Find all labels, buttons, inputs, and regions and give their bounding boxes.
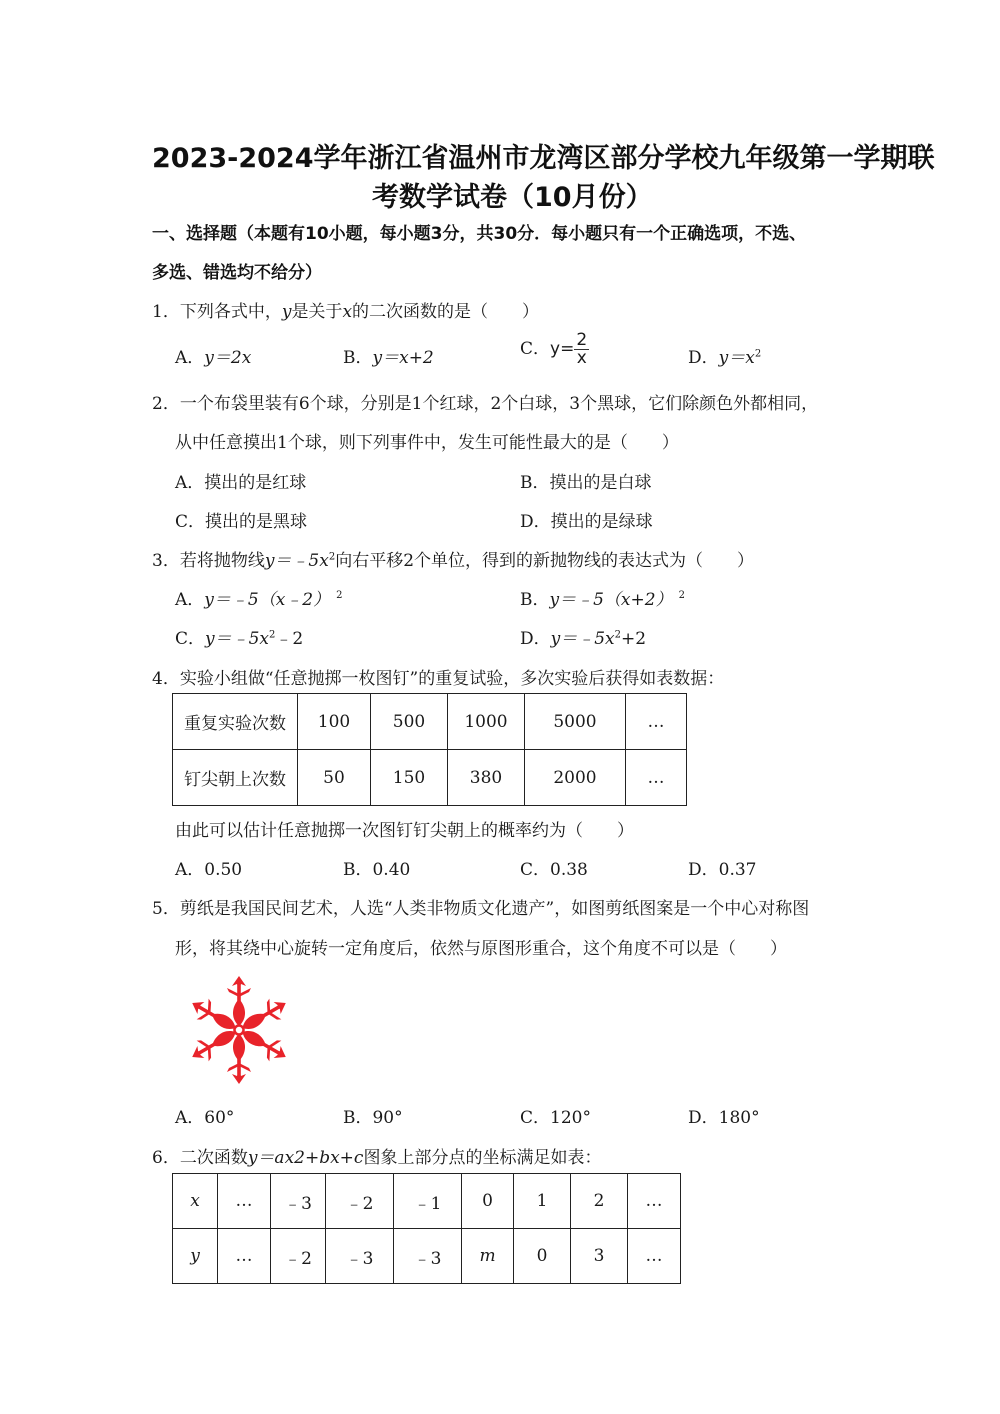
snowflake-tip — [232, 1072, 246, 1084]
table-cell: … — [626, 750, 687, 806]
table-cell: 1 — [514, 1174, 571, 1229]
question-2-stem-line1: 2．一个布袋里装有6个球，分别是1个红球，2个白球，3个黑球，它们除颜色外都相同， — [152, 394, 819, 414]
paper-cut-figure-group — [186, 976, 292, 1084]
q2-option-a[interactable]: A．摸出的是红球 — [175, 473, 307, 493]
q1-option-d[interactable]: D．$y=x^2$ — [688, 348, 762, 368]
fraction: $\frac{2}{x}$ — [576, 330, 588, 368]
table-cell: 2 — [571, 1174, 628, 1229]
q2-option-b[interactable]: B．摸出的是白球 — [520, 473, 652, 493]
q1-option-b[interactable]: B．y＝x+2 — [343, 348, 434, 368]
table-cell: 钉尖朝上次数 — [173, 750, 298, 806]
table-cell: 50 — [298, 750, 371, 806]
table-cell: 3 — [571, 1229, 628, 1284]
snowflake-tip — [272, 1045, 289, 1063]
table-cell: 1000 — [448, 694, 525, 750]
table-cell: 500 — [371, 694, 448, 750]
q5-option-c[interactable]: C．120° — [520, 1108, 591, 1128]
table-cell: ﹣3 — [326, 1229, 394, 1284]
snowflake-tip — [272, 997, 289, 1015]
table-cell: 重复实验次数 — [173, 694, 298, 750]
q1-option-c[interactable]: C．y= $\frac{2}{x}$ — [520, 330, 588, 368]
table-cell: 2000 — [525, 750, 626, 806]
table-cell: ﹣1 — [394, 1174, 462, 1229]
question-5-stem-line1: 5．剪纸是我国民间艺术，人选“人类非物质文化遗产”，如图剪纸图案是一个中心对称图 — [152, 899, 810, 919]
snowflake-arm — [227, 976, 251, 1026]
q5-option-b[interactable]: B．90° — [343, 1108, 403, 1128]
q6-data-table — [172, 1173, 681, 1284]
question-5-stem-line2: 形，将其绕中心旋转一定角度后，依然与原图形重合，这个角度不可以是（ ） — [175, 939, 787, 959]
question-4-follow: 由此可以估计任意抛掷一次图钉钉尖朝上的概率约为（ ） — [175, 821, 634, 841]
q4-option-d[interactable]: D．0.37 — [688, 860, 757, 880]
table-cell: m — [462, 1229, 514, 1284]
table-cell: … — [218, 1174, 271, 1229]
section-header-line2: 多选、错选均不给分） — [152, 263, 322, 283]
table-cell: x — [173, 1174, 218, 1229]
snowflake-petal — [233, 1034, 245, 1061]
q2-option-c[interactable]: C．摸出的是黑球 — [175, 512, 308, 532]
table-cell: 0 — [514, 1229, 571, 1284]
q4-option-a[interactable]: A．0.50 — [175, 860, 243, 880]
table-cell: y — [173, 1229, 218, 1284]
table-cell: ﹣2 — [271, 1229, 326, 1284]
table-cell: 380 — [448, 750, 525, 806]
table-row — [173, 750, 687, 806]
q1-option-a[interactable]: A．y＝2x — [175, 348, 252, 368]
question-2-stem-line2: 从中任意摸出1个球，则下列事件中，发生可能性最大的是（ ） — [175, 433, 679, 453]
q4-option-b[interactable]: B．0.40 — [343, 860, 411, 880]
page-title-line1: 2023-2024学年浙江省温州市龙湾区部分学校九年级第一学期联 — [152, 143, 935, 174]
snowflake-tip — [189, 1045, 206, 1063]
table-cell: 150 — [371, 750, 448, 806]
snowflake-arm — [227, 1034, 251, 1084]
q4-option-c[interactable]: C．0.38 — [520, 860, 588, 880]
snowflake-tip — [189, 997, 206, 1015]
snowflake-center — [235, 1026, 244, 1035]
q2-option-d[interactable]: D．摸出的是绿球 — [520, 512, 653, 532]
table-cell: ﹣3 — [394, 1229, 462, 1284]
table-row — [173, 1229, 681, 1284]
table-cell: 0 — [462, 1174, 514, 1229]
table-cell: … — [218, 1229, 271, 1284]
q3-option-a[interactable]: A．y＝﹣5（x﹣2） $^2$ — [175, 590, 343, 610]
snowflake-petal — [233, 999, 245, 1026]
question-1-stem: 1．下列各式中，y是关于x的二次函数的是（ ） — [152, 302, 540, 322]
question-4-stem: 4．实验小组做“任意抛掷一枚图钉”的重复试验，多次实验后获得如表数据： — [152, 669, 725, 689]
table-row — [173, 1174, 681, 1229]
table-row — [173, 694, 687, 750]
table-cell: ﹣2 — [326, 1174, 394, 1229]
q3-option-d[interactable]: D．$y=﹣5x^2+2$ — [520, 629, 647, 649]
q3-option-b[interactable]: B．y＝﹣5（x+2） $^2$ — [520, 590, 685, 610]
table-cell: 5000 — [525, 694, 626, 750]
q4-data-table — [172, 693, 687, 806]
page-title-line2: 考数学试卷（10月份） — [372, 182, 653, 213]
table-cell: … — [628, 1229, 681, 1284]
table-cell: 100 — [298, 694, 371, 750]
table-cell: … — [628, 1174, 681, 1229]
q5-option-d[interactable]: D．180° — [688, 1108, 760, 1128]
question-6-stem: 6．二次函数y＝ax2+bx+c图象上部分点的坐标满足如表： — [152, 1148, 602, 1168]
snowflake-tip — [232, 976, 246, 988]
paper-cut-snowflake-figure — [178, 975, 300, 1085]
question-3-stem: 3．若将抛物线$y=﹣5x^2$向右平移2个单位，得到的新抛物线的表达式为（ ） — [152, 551, 755, 571]
section-header-line1: 一、选择题（本题有10小题，每小题3分，共30分．每小题只有一个正确选项，不选、 — [152, 224, 807, 244]
table-cell: ﹣3 — [271, 1174, 326, 1229]
q3-option-c[interactable]: C．$y=﹣5x^2﹣2$ — [175, 629, 304, 649]
table-cell: … — [626, 694, 687, 750]
q5-option-a[interactable]: A．60° — [175, 1108, 235, 1128]
